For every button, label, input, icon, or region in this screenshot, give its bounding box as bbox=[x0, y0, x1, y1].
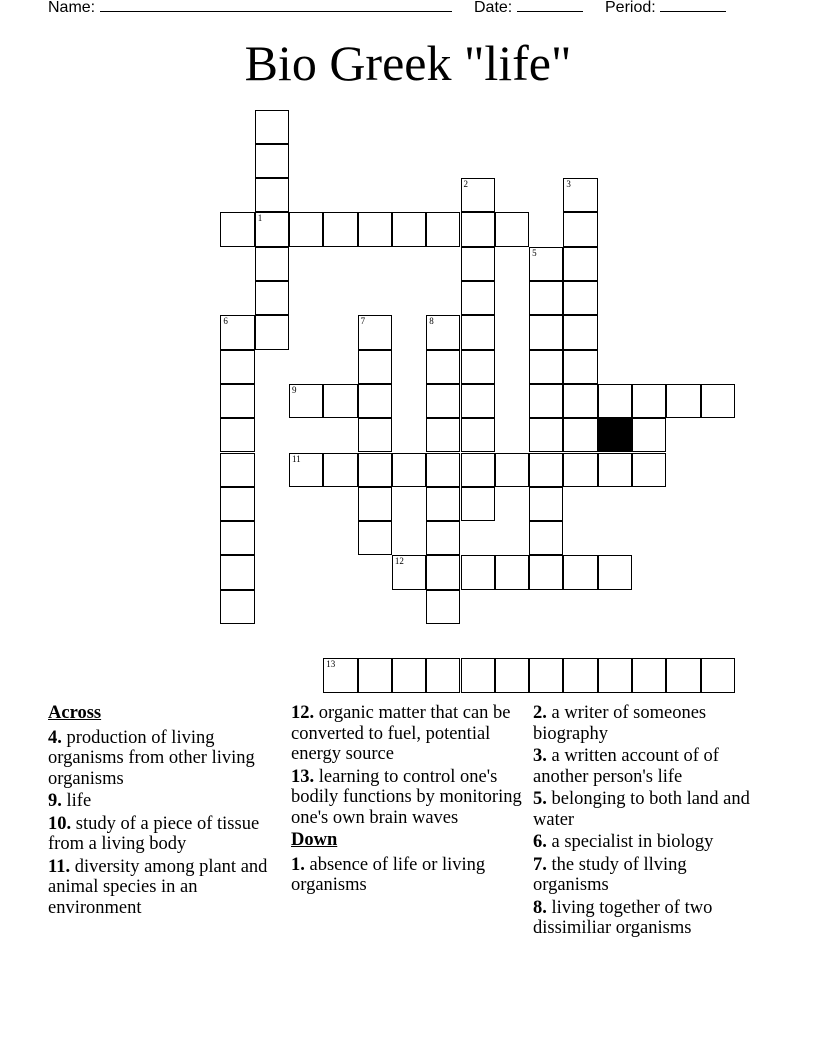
clue-down-6: 6. a specialist in biology bbox=[533, 832, 714, 852]
clue-number: 5 bbox=[532, 247, 537, 258]
clue-across-4: 4. production of living organisms from other living organisms bbox=[48, 727, 255, 789]
clue-column-2 bbox=[291, 703, 525, 898]
crossword-cell[interactable] bbox=[632, 384, 666, 418]
crossword-cell[interactable] bbox=[563, 555, 597, 589]
crossword-cell[interactable] bbox=[563, 281, 597, 315]
crossword-cell[interactable] bbox=[220, 315, 254, 349]
clue-down-1: 1. absence of life or living organisms bbox=[291, 854, 486, 895]
clue-down-8: 8. living together of two dissimiliar organisms bbox=[533, 897, 713, 938]
crossword-cell[interactable] bbox=[392, 555, 426, 589]
down-heading: Down bbox=[291, 830, 338, 850]
crossword-cell[interactable] bbox=[426, 212, 460, 246]
crossword-cell[interactable] bbox=[563, 247, 597, 281]
clue-down-5: 5. belonging to both land and water bbox=[533, 789, 750, 830]
crossword-cell[interactable] bbox=[426, 384, 460, 418]
clue-number: 1 bbox=[257, 213, 263, 224]
crossword-cell[interactable] bbox=[461, 384, 495, 418]
crossword-cell[interactable] bbox=[289, 212, 323, 246]
crossword-cell[interactable] bbox=[495, 555, 529, 589]
crossword-cell[interactable] bbox=[358, 658, 392, 692]
across-heading: Across bbox=[48, 703, 102, 723]
crossword-cell[interactable] bbox=[632, 453, 666, 487]
crossword-cell[interactable] bbox=[220, 521, 254, 555]
crossword-cell[interactable] bbox=[426, 350, 460, 384]
crossword-cell[interactable] bbox=[598, 453, 632, 487]
crossword-cell[interactable] bbox=[563, 418, 597, 452]
crossword-cell[interactable] bbox=[323, 212, 357, 246]
clue-across-9: 9. life bbox=[48, 791, 92, 811]
crossword-cell[interactable] bbox=[598, 384, 632, 418]
crossword-cell[interactable] bbox=[323, 658, 357, 692]
crossword-cell[interactable] bbox=[426, 658, 460, 692]
crossword-cell[interactable] bbox=[220, 418, 254, 452]
crossword-cell[interactable] bbox=[220, 590, 254, 624]
crossword-cell[interactable] bbox=[701, 384, 735, 418]
crossword-cell[interactable] bbox=[426, 453, 460, 487]
clue-column-3 bbox=[533, 703, 763, 941]
clue-number: 7 bbox=[360, 316, 366, 327]
crossword-cell[interactable] bbox=[220, 555, 254, 589]
crossword-cell[interactable] bbox=[495, 212, 529, 246]
crossword-cell[interactable] bbox=[255, 144, 289, 178]
crossword-cell[interactable] bbox=[461, 350, 495, 384]
crossword-cell[interactable] bbox=[529, 418, 563, 452]
crossword-cell[interactable] bbox=[563, 315, 597, 349]
crossword-cell[interactable] bbox=[358, 212, 392, 246]
name-label: Name: bbox=[48, 0, 96, 16]
crossword-cell[interactable] bbox=[495, 453, 529, 487]
crossword-cell[interactable] bbox=[358, 521, 392, 555]
crossword-cell[interactable] bbox=[426, 590, 460, 624]
crossword-cell[interactable] bbox=[392, 453, 426, 487]
clue-down-3: 3. a written account of of another person's life bbox=[533, 746, 719, 787]
crossword-cell[interactable] bbox=[426, 487, 460, 521]
crossword-cell[interactable] bbox=[461, 315, 495, 349]
crossword-cell[interactable] bbox=[255, 281, 289, 315]
crossword-cell[interactable] bbox=[529, 350, 563, 384]
crossword-cell[interactable] bbox=[495, 658, 529, 692]
crossword-cell[interactable] bbox=[358, 384, 392, 418]
clue-across-12: 12. organic matter that can be converted to fuel, potential energy source bbox=[291, 703, 511, 764]
clue-number: 6 bbox=[223, 316, 228, 327]
crossword-cell[interactable] bbox=[392, 212, 426, 246]
clue-number: 8 bbox=[429, 316, 434, 327]
crossword-cell[interactable] bbox=[529, 247, 563, 281]
crossword-cell[interactable] bbox=[632, 658, 666, 692]
crossword-cell[interactable] bbox=[563, 384, 597, 418]
clue-down-7: 7. the study of llving organisms bbox=[533, 854, 687, 895]
crossword-cell[interactable] bbox=[289, 384, 323, 418]
crossword-cell[interactable] bbox=[461, 418, 495, 452]
crossword-cell[interactable] bbox=[666, 658, 700, 692]
clue-across-13: 13. learning to control one's bodily functions by monitoring one's own brain waves bbox=[291, 766, 522, 828]
crossword-cell[interactable] bbox=[220, 453, 254, 487]
crossword-cell[interactable] bbox=[255, 212, 289, 246]
crossword-cell[interactable] bbox=[563, 658, 597, 692]
crossword-cell[interactable] bbox=[255, 178, 289, 212]
clue-number: 12 bbox=[394, 556, 404, 567]
crossword-cell[interactable] bbox=[255, 247, 289, 281]
crossword-cell[interactable] bbox=[529, 384, 563, 418]
crossword-cell[interactable] bbox=[563, 453, 597, 487]
crossword-cell[interactable] bbox=[426, 555, 460, 589]
crossword-cell[interactable] bbox=[358, 487, 392, 521]
crossword-cell[interactable] bbox=[426, 418, 460, 452]
crossword-cell[interactable] bbox=[426, 315, 460, 349]
crossword-cell[interactable] bbox=[220, 487, 254, 521]
crossword-cell[interactable] bbox=[461, 178, 495, 212]
crossword-cell[interactable] bbox=[220, 350, 254, 384]
crossword-cell[interactable] bbox=[529, 281, 563, 315]
crossword-cell[interactable] bbox=[255, 110, 289, 144]
crossword-cell[interactable] bbox=[461, 281, 495, 315]
page-title: Bio Greek "life" bbox=[244, 35, 572, 91]
clue-number: 13 bbox=[326, 659, 336, 670]
crossword-cell[interactable] bbox=[461, 487, 495, 521]
crossword-cell[interactable] bbox=[529, 453, 563, 487]
crossword-cell[interactable] bbox=[563, 178, 597, 212]
clue-across-10: 10. study of a piece of tissue from a living body bbox=[48, 813, 260, 854]
crossword-cell[interactable] bbox=[598, 658, 632, 692]
crossword-cell[interactable] bbox=[255, 315, 289, 349]
crossword-cell[interactable] bbox=[461, 212, 495, 246]
crossword-cell[interactable] bbox=[220, 212, 254, 246]
clue-across-11: 11. diversity among plant and animal species in an environment bbox=[48, 856, 268, 918]
clue-number: 2 bbox=[463, 179, 468, 190]
crossword-cell[interactable] bbox=[461, 247, 495, 281]
crossword-cell[interactable] bbox=[529, 315, 563, 349]
crossword-cell[interactable] bbox=[461, 453, 495, 487]
crossword-cell[interactable] bbox=[358, 418, 392, 452]
black-cell bbox=[598, 418, 632, 452]
crossword-cell[interactable] bbox=[323, 453, 357, 487]
crossword-cell[interactable] bbox=[529, 521, 563, 555]
crossword-cell[interactable] bbox=[358, 453, 392, 487]
clue-number: 9 bbox=[292, 384, 297, 395]
crossword-cell[interactable] bbox=[358, 315, 392, 349]
crossword-cell[interactable] bbox=[632, 418, 666, 452]
crossword-cell[interactable] bbox=[461, 658, 495, 692]
period-label: Period: bbox=[605, 0, 656, 16]
clue-number: 11 bbox=[292, 453, 301, 464]
crossword-cell[interactable] bbox=[563, 212, 597, 246]
clue-down-2: 2. a writer of someones biography bbox=[533, 703, 707, 744]
crossword-cell[interactable] bbox=[323, 384, 357, 418]
crossword-cell[interactable] bbox=[289, 453, 323, 487]
clue-number: 3 bbox=[566, 179, 571, 190]
date-label: Date: bbox=[474, 0, 513, 16]
crossword-cell[interactable] bbox=[461, 555, 495, 589]
crossword-cell[interactable] bbox=[529, 555, 563, 589]
crossword-cell[interactable] bbox=[529, 487, 563, 521]
crossword-cell[interactable] bbox=[701, 658, 735, 692]
clue-column-1 bbox=[48, 703, 278, 920]
crossword-cell[interactable] bbox=[220, 384, 254, 418]
crossword-cell[interactable] bbox=[666, 384, 700, 418]
crossword-cell[interactable] bbox=[426, 521, 460, 555]
crossword-cell[interactable] bbox=[529, 658, 563, 692]
crossword-cell[interactable] bbox=[392, 658, 426, 692]
crossword-cell[interactable] bbox=[358, 350, 392, 384]
crossword-cell[interactable] bbox=[598, 555, 632, 589]
crossword-cell[interactable] bbox=[563, 350, 597, 384]
